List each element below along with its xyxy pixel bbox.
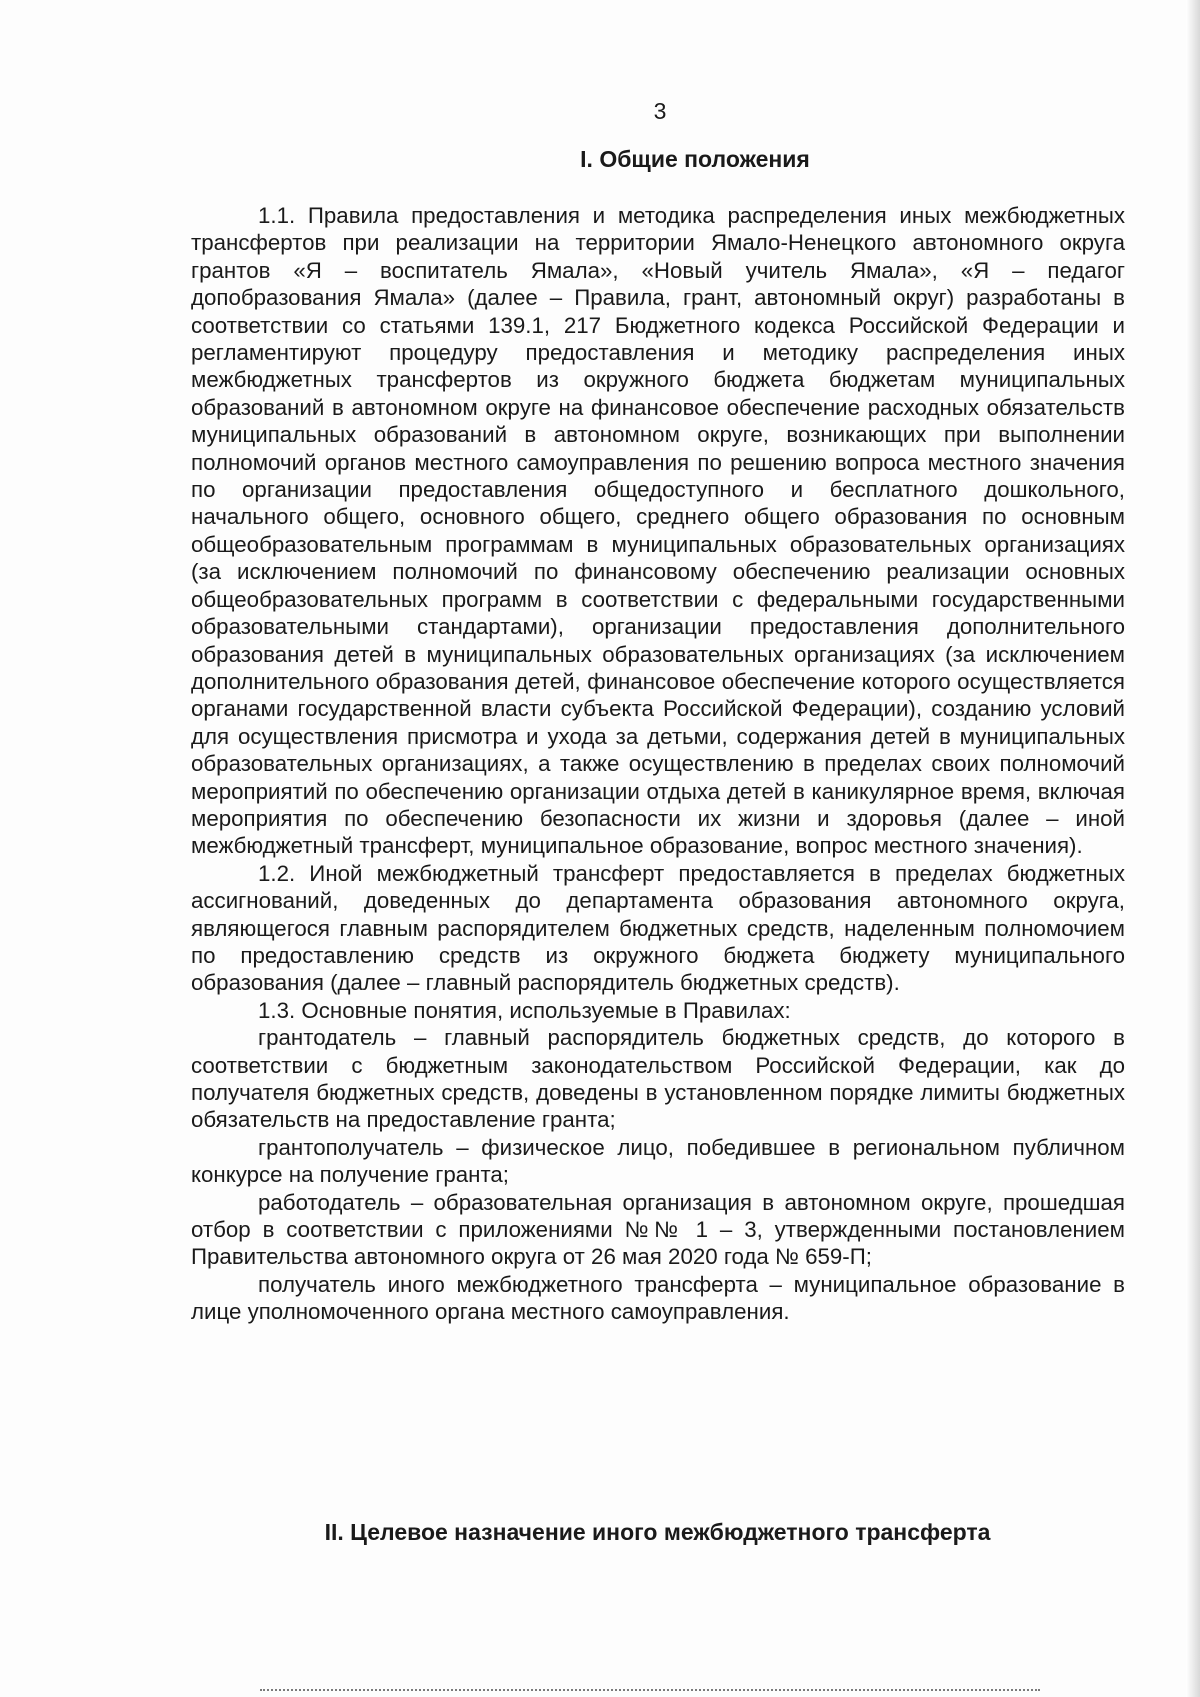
definition-grantor: грантодатель – главный распорядитель бюджетных средств, до которого в соответствии с бюджетным законодательством Российской Федерации, как до получателя бюджетных средств, доведены в установленном порядке лимиты бюджетных обязательств на предоставление гранта; xyxy=(191,1025,1125,1133)
page-edge-shadow xyxy=(1186,0,1200,1697)
scan-artifact-line xyxy=(260,1689,1040,1691)
definition-employer: работодатель – образовательная организация в автономном округе, прошедшая отбор в соответствии с приложениями №№ 1 – 3, утвержденными постановлением Правительства автономного округа от 26 мая 2020 года № 659-П; xyxy=(191,1189,1125,1270)
definition-grantee: грантополучатель – физическое лицо, победившее в региональном публичном конкурсе на получение гранта; xyxy=(191,1134,1125,1188)
body-text xyxy=(191,202,1125,1326)
page-number: 3 xyxy=(653,98,667,124)
paragraph-1-1: 1.1. Правила предоставления и методика распределения иных межбюджетных трансфертов при реализации на территории Ямало-Ненецкого автономного округа грантов «Я – воспитатель Ямала», «Новый учитель Ямала», «Я – педагог допобразования Ямала» (далее – Правила, грант, автономный округ) разработаны в соответствии со статьями 139.1, 217 Бюджетного кодекса Российской Федерации и регламентируют процедуру предоставления и методику распределения иных межбюджетных трансфертов из окружного бюджета бюджетам муниципальных образований в автономном округе на финансовое обеспечение расходных обязательств муниципальных образований в автономном округе, возникающих при выполнении полномочий органов местного самоуправления по решению вопроса местного значения по организации предоставления общедоступного и бесплатного дошкольного, начального общего, основного общего, среднего общего образования по основным общеобразовательным программам в муниципальных образовательных организациях (за исключением полномочий по финансовому обеспечению реализации основных общеобразовательных программ в соответствии с федеральными государственными образовательными стандартами), организации предоставления дополнительного образования детей в муниципальных образовательных организациях (за исключением дополнительного образования детей, финансовое обеспечение которого осуществляется органами государственной власти субъекта Российской Федерации), созданию условий для осуществления присмотра и ухода за детьми, содержания детей в муниципальных образовательных организациях, а также осуществлению в пределах своих полномочий мероприятий по обеспечению организации отдыха детей в каникулярное время, включая мероприятия по обеспечению безопасности их жизни и здоровья (далее – иной межбюджетный трансферт, муниципальное образование, вопрос местного значения). xyxy=(191,203,1125,859)
definition-transfer-recipient: получатель иного межбюджетного трансферта – муниципальное образование в лице уполномоченного органа местного самоуправления. xyxy=(191,1271,1125,1325)
paragraph-1-3: 1.3. Основные понятия, используемые в Правилах: xyxy=(258,997,791,1023)
section-2-title: II. Целевое назначение иного межбюджетного трансферта xyxy=(324,1519,991,1545)
paragraph-1-2: 1.2. Иной межбюджетный трансферт предоставляется в пределах бюджетных ассигнований, доведенных до департамента образования автономного округа, являющегося главным распорядителем бюджетных средств, наделенным полномочием по предоставлению средств из окружного бюджета бюджету муниципального образования (далее – главный распорядитель бюджетных средств). xyxy=(191,860,1125,996)
section-1-title: I. Общие положения xyxy=(580,146,810,172)
